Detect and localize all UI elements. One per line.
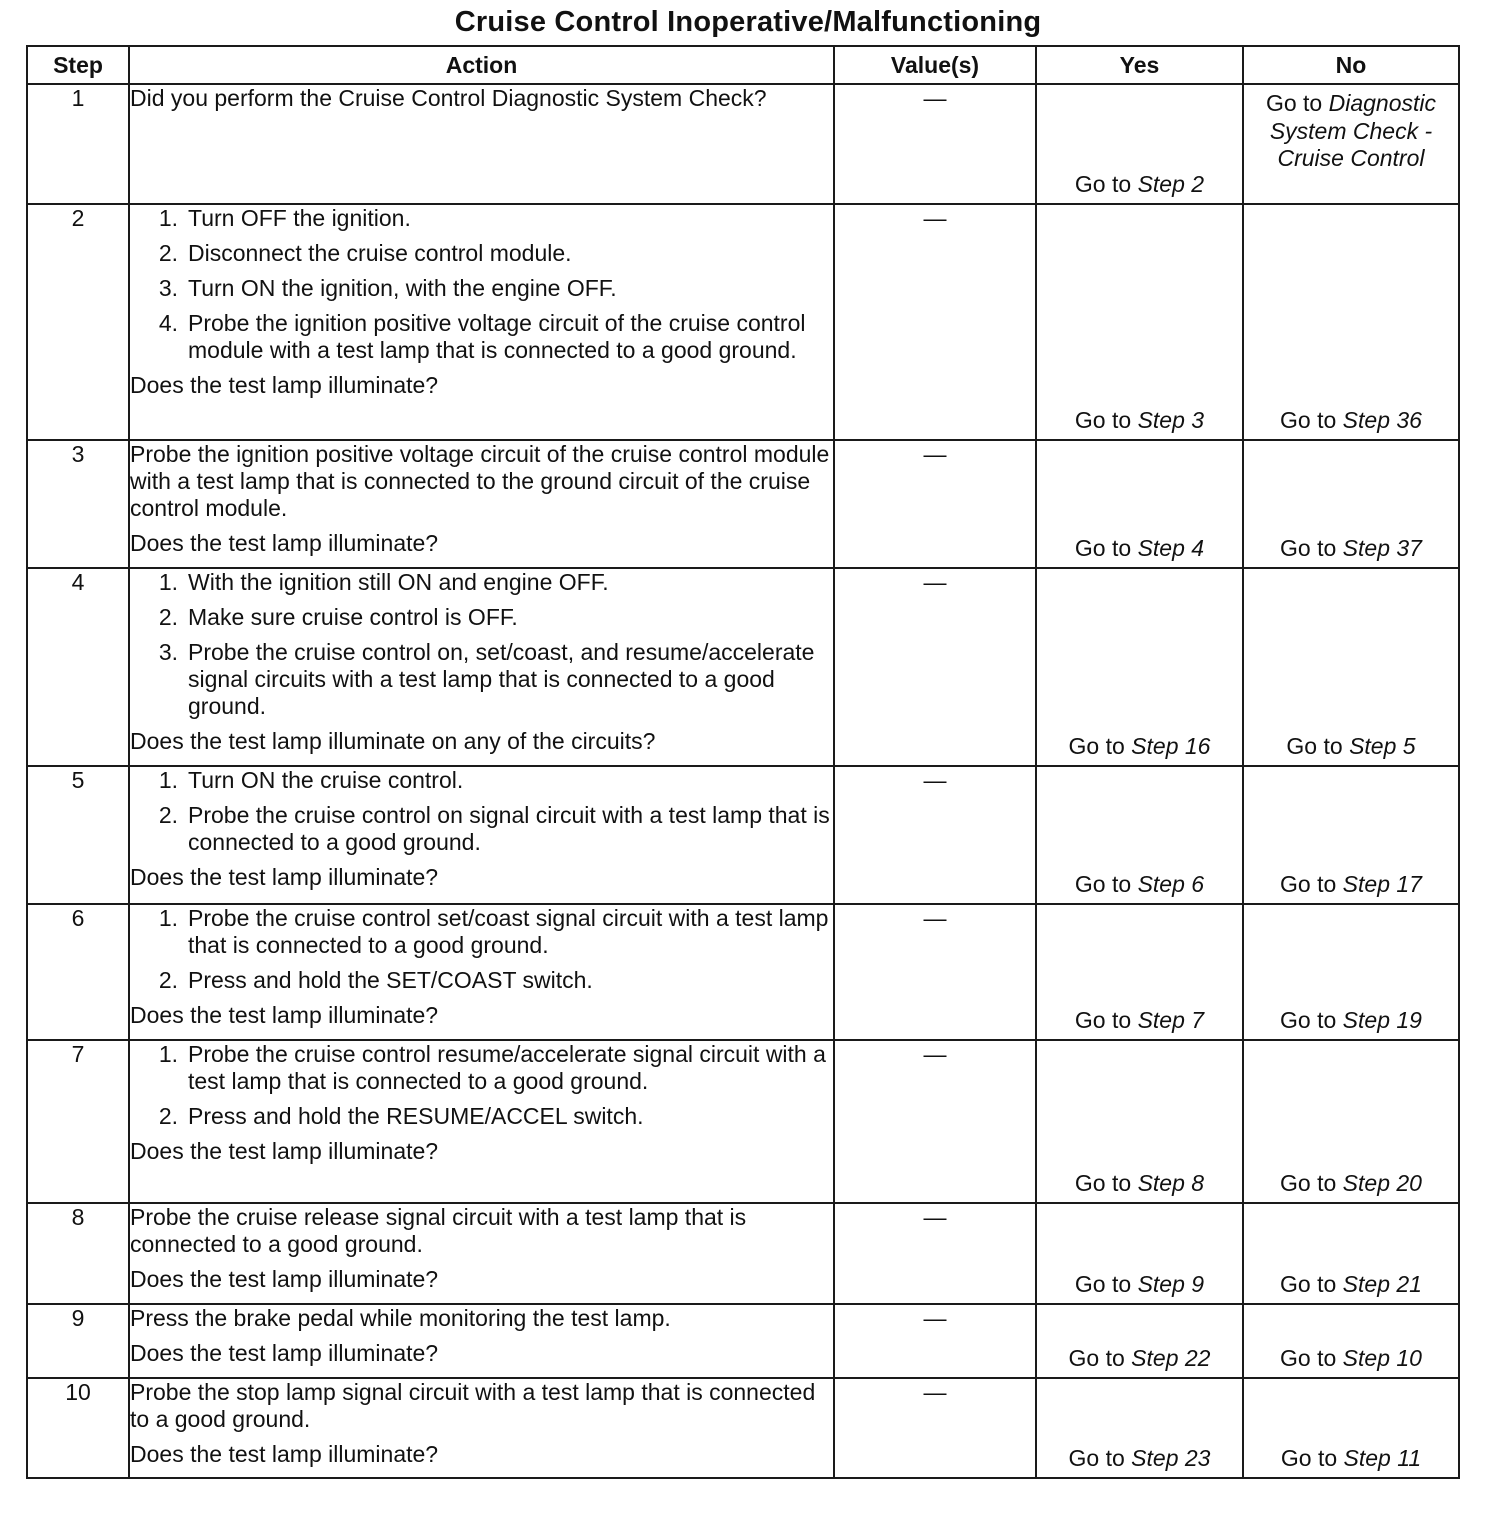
value-cell: — [834, 84, 1036, 204]
goto-target: Step 9 [1137, 1271, 1205, 1297]
yes-cell [1036, 1378, 1243, 1478]
value-cell: — [834, 904, 1036, 1040]
action-text: Press the brake pedal while monitoring the test lamp. [130, 1305, 671, 1331]
list-item-text: Probe the cruise control set/coast signal circuit with a test lamp that is connected to a good ground. [188, 905, 829, 958]
list-item [130, 205, 833, 232]
header-yes: Yes [1036, 46, 1243, 84]
goto-target: Step 6 [1137, 871, 1205, 897]
goto-no-link [1244, 407, 1458, 434]
goto-yes-link [1037, 1345, 1242, 1372]
value-cell: — [834, 204, 1036, 440]
step-number: 3 [27, 440, 129, 568]
no-cell [1243, 1304, 1459, 1378]
table-row [27, 568, 1459, 766]
goto-prefix: Go to [1280, 1345, 1343, 1371]
list-item-number: 1. [158, 205, 178, 231]
goto-prefix: Go to [1280, 407, 1343, 433]
goto-prefix: Go to [1074, 407, 1138, 433]
list-item [130, 1041, 833, 1095]
list-item-number: 3. [158, 275, 178, 301]
list-item-number: 1. [158, 767, 178, 793]
goto-target: Step 37 [1342, 535, 1422, 561]
action-cell [129, 568, 834, 766]
step-number: 1 [27, 84, 129, 204]
goto-no-link [1244, 90, 1458, 173]
yes-cell [1036, 568, 1243, 766]
list-item-text: Press and hold the RESUME/ACCEL switch. [188, 1103, 644, 1129]
no-cell [1243, 904, 1459, 1040]
goto-target: Step 22 [1131, 1345, 1211, 1371]
list-item [130, 967, 833, 994]
table-row [27, 1378, 1459, 1478]
list-item-number: 3. [158, 639, 178, 665]
value-cell: — [834, 440, 1036, 568]
action-question: Does the test lamp illuminate? [130, 1266, 439, 1292]
table-row [27, 84, 1459, 204]
goto-no-link [1244, 535, 1458, 562]
goto-no-link [1244, 733, 1458, 760]
list-item [130, 802, 833, 856]
action-question: Does the test lamp illuminate? [130, 1002, 439, 1028]
value-cell: — [834, 1378, 1036, 1478]
table-row [27, 1040, 1459, 1203]
list-item-text: Disconnect the cruise control module. [188, 240, 572, 266]
goto-prefix: Go to [1074, 535, 1138, 561]
list-item-text: Probe the cruise control on, set/coast, and resume/accelerate signal circuits with a test lamp that is connected to a good ground. [188, 639, 815, 719]
list-item-text: Turn OFF the ignition. [188, 205, 411, 231]
table-row [27, 904, 1459, 1040]
goto-prefix: Go to [1280, 1445, 1344, 1471]
no-cell [1243, 766, 1459, 904]
goto-target: Step 17 [1342, 871, 1422, 897]
table-row [27, 766, 1459, 904]
goto-target: Step 23 [1131, 1445, 1211, 1471]
goto-prefix: Go to [1280, 1170, 1343, 1196]
action-cell [129, 1203, 834, 1304]
goto-target: Step 20 [1342, 1170, 1422, 1196]
list-item-number: 2. [158, 967, 178, 993]
list-item [130, 240, 833, 267]
no-cell [1243, 204, 1459, 440]
action-question: Does the test lamp illuminate? [130, 1138, 439, 1164]
goto-target: Step 8 [1137, 1170, 1205, 1196]
action-text: Probe the stop lamp signal circuit with a test lamp that is connected to a good ground. [130, 1379, 816, 1432]
goto-prefix: Go to [1074, 1170, 1138, 1196]
no-cell [1243, 1203, 1459, 1304]
no-cell [1243, 1378, 1459, 1478]
action-cell [129, 204, 834, 440]
goto-prefix: Go to [1265, 90, 1329, 116]
goto-no-link [1244, 1271, 1458, 1298]
list-item [130, 767, 833, 794]
list-item [130, 905, 833, 959]
action-question: Does the test lamp illuminate? [130, 530, 439, 556]
action-text: Probe the cruise release signal circuit with a test lamp that is connected to a good ground. [130, 1204, 747, 1257]
goto-prefix: Go to [1068, 1445, 1132, 1471]
list-item [130, 604, 833, 631]
goto-prefix: Go to [1074, 871, 1138, 897]
goto-yes-link [1037, 407, 1242, 434]
action-text: Did you perform the Cruise Control Diagnostic System Check? [130, 85, 767, 111]
action-cell [129, 440, 834, 568]
yes-cell [1036, 904, 1243, 1040]
yes-cell [1036, 440, 1243, 568]
goto-yes-link [1037, 1445, 1242, 1472]
goto-prefix: Go to [1074, 171, 1138, 197]
action-steps-list [130, 1041, 833, 1138]
list-item [130, 310, 833, 364]
value-cell: — [834, 766, 1036, 904]
list-item [130, 1103, 833, 1130]
action-question: Does the test lamp illuminate? [130, 372, 439, 398]
value-cell: — [834, 1040, 1036, 1203]
header-step: Step [27, 46, 129, 84]
page-title: Cruise Control Inoperative/Malfunctioning [454, 6, 1042, 38]
action-cell [129, 1378, 834, 1478]
goto-target: Step 36 [1342, 407, 1422, 433]
header-values: Value(s) [834, 46, 1036, 84]
action-steps-list [130, 767, 833, 864]
goto-yes-link [1037, 171, 1242, 198]
list-item [130, 639, 833, 720]
action-question: Does the test lamp illuminate? [130, 864, 439, 890]
step-number: 8 [27, 1203, 129, 1304]
no-cell [1243, 440, 1459, 568]
goto-target: Step 10 [1342, 1345, 1422, 1371]
list-item-text: Turn ON the ignition, with the engine OFF. [188, 275, 617, 301]
goto-yes-link [1037, 1271, 1242, 1298]
goto-prefix: Go to [1068, 1345, 1132, 1371]
goto-target: Step 4 [1137, 535, 1205, 561]
list-item-number: 2. [158, 802, 178, 828]
action-cell [129, 904, 834, 1040]
table-row [27, 1203, 1459, 1304]
list-item-number: 2. [158, 240, 178, 266]
no-cell [1243, 84, 1459, 204]
goto-prefix: Go to [1280, 1271, 1343, 1297]
no-cell [1243, 568, 1459, 766]
list-item-number: 2. [158, 604, 178, 630]
goto-target: Step 2 [1137, 171, 1205, 197]
action-cell [129, 1304, 834, 1378]
goto-yes-link [1037, 733, 1242, 760]
action-question: Does the test lamp illuminate? [130, 1441, 439, 1467]
table-row [27, 1304, 1459, 1378]
goto-no-link [1244, 1007, 1458, 1034]
goto-target: Step 11 [1343, 1445, 1422, 1471]
diagnostic-table [26, 45, 1460, 1479]
list-item-number: 1. [158, 905, 178, 931]
list-item-number: 2. [158, 1103, 178, 1129]
list-item-number: 1. [158, 1041, 178, 1067]
yes-cell [1036, 1304, 1243, 1378]
yes-cell [1036, 766, 1243, 904]
goto-target: Step 3 [1137, 407, 1205, 433]
action-cell [129, 1040, 834, 1203]
goto-prefix: Go to [1280, 535, 1343, 561]
header-no: No [1243, 46, 1459, 84]
list-item-text: Press and hold the SET/COAST switch. [188, 967, 593, 993]
goto-prefix: Go to [1074, 1271, 1138, 1297]
yes-cell [1036, 84, 1243, 204]
action-steps-list [130, 205, 833, 372]
list-item-text: Probe the ignition positive voltage circuit of the cruise control module with a test lamp that is connected to a good ground. [188, 310, 806, 363]
goto-prefix: Go to [1280, 1007, 1343, 1033]
value-cell: — [834, 1304, 1036, 1378]
goto-yes-link [1037, 1007, 1242, 1034]
header-action: Action [129, 46, 834, 84]
goto-no-link [1244, 871, 1458, 898]
goto-target: Step 21 [1342, 1271, 1422, 1297]
list-item-text: Turn ON the cruise control. [188, 767, 464, 793]
action-steps-list [130, 905, 833, 1002]
goto-target: Diagnostic System Check - Cruise Control [1269, 90, 1437, 171]
list-item-text: Make sure cruise control is OFF. [188, 604, 518, 630]
goto-no-link [1244, 1445, 1458, 1472]
list-item-text: With the ignition still ON and engine OFF. [188, 569, 609, 595]
table-row [27, 440, 1459, 568]
action-question: Does the test lamp illuminate? [130, 1340, 439, 1366]
step-number: 6 [27, 904, 129, 1040]
list-item [130, 275, 833, 302]
action-steps-list [130, 569, 833, 728]
goto-prefix: Go to [1280, 871, 1343, 897]
goto-yes-link [1037, 871, 1242, 898]
list-item-text: Probe the cruise control on signal circuit with a test lamp that is connected to a good ground. [188, 802, 830, 855]
value-cell: — [834, 568, 1036, 766]
goto-target: Step 5 [1349, 733, 1416, 759]
step-number: 4 [27, 568, 129, 766]
step-number: 5 [27, 766, 129, 904]
goto-no-link [1244, 1170, 1458, 1197]
goto-prefix: Go to [1068, 733, 1132, 759]
action-text: Probe the ignition positive voltage circuit of the cruise control module with a test lamp that is connected to the ground circuit of the cruise control module. [130, 441, 830, 521]
no-cell [1243, 1040, 1459, 1203]
yes-cell [1036, 1203, 1243, 1304]
goto-target: Step 16 [1131, 733, 1211, 759]
yes-cell [1036, 1040, 1243, 1203]
step-number: 7 [27, 1040, 129, 1203]
list-item-number: 1. [158, 569, 178, 595]
action-cell [129, 84, 834, 204]
list-item [130, 569, 833, 596]
yes-cell [1036, 204, 1243, 440]
goto-yes-link [1037, 1170, 1242, 1197]
list-item-text: Probe the cruise control resume/accelerate signal circuit with a test lamp that is connected to a good ground. [188, 1041, 826, 1094]
table-header-row [27, 46, 1459, 84]
goto-prefix: Go to [1286, 733, 1350, 759]
value-cell: — [834, 1203, 1036, 1304]
action-question: Does the test lamp illuminate on any of the circuits? [130, 728, 656, 754]
goto-no-link [1244, 1345, 1458, 1372]
goto-yes-link [1037, 535, 1242, 562]
goto-target: Step 19 [1342, 1007, 1422, 1033]
step-number: 2 [27, 204, 129, 440]
goto-target: Step 7 [1137, 1007, 1205, 1033]
action-cell [129, 766, 834, 904]
step-number: 9 [27, 1304, 129, 1378]
step-number: 10 [27, 1378, 129, 1478]
list-item-number: 4. [158, 310, 178, 336]
table-row [27, 204, 1459, 440]
goto-prefix: Go to [1074, 1007, 1138, 1033]
